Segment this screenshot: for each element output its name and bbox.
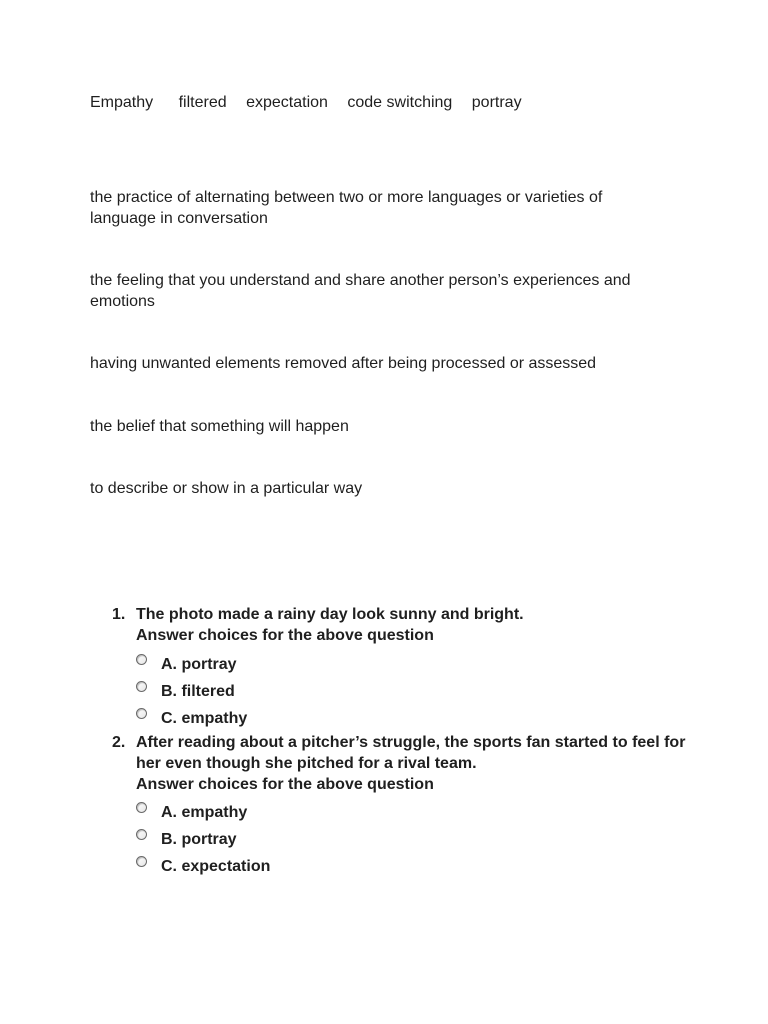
word-bank-item: portray [471, 94, 522, 111]
definition: having unwanted elements removed after being processed or assessed [90, 355, 597, 372]
radio-button-icon[interactable] [136, 856, 147, 867]
answer-option-label: A. empathy [161, 804, 248, 821]
question-subtext: Answer choices for the above question [136, 776, 434, 793]
answer-option-label: C. expectation [161, 858, 271, 875]
question-number: 1. [112, 606, 126, 623]
word-bank-item: code switching [347, 94, 453, 111]
answer-option[interactable] [136, 651, 692, 678]
question-item [112, 732, 692, 880]
question-text: After reading about a pitcher’s struggle, the sports fan started to feel for her even though she pitched for a rival team. [136, 734, 686, 772]
definition: the practice of alternating between two or more languages or varieties of language in conversation [90, 189, 603, 227]
word-bank-item: expectation [246, 94, 328, 111]
definition: the belief that something will happen [90, 418, 349, 435]
answer-option[interactable] [136, 826, 692, 853]
question-item [112, 604, 692, 732]
answer-option[interactable] [136, 799, 692, 826]
answer-option-label: B. portray [161, 831, 237, 848]
answer-options [136, 799, 692, 880]
answer-option-label: A. portray [161, 656, 237, 673]
answer-option-label: C. empathy [161, 710, 248, 727]
answer-option[interactable] [136, 853, 692, 880]
definition: to describe or show in a particular way [90, 480, 363, 497]
question-subtext: Answer choices for the above question [136, 627, 434, 644]
questions-list [112, 604, 692, 880]
word-bank [90, 93, 522, 113]
answer-option[interactable] [136, 705, 692, 732]
word-bank-item: filtered [178, 94, 227, 111]
answer-option[interactable] [136, 678, 692, 705]
word-bank-item: Empathy [90, 94, 154, 111]
answer-option-label: B. filtered [161, 683, 235, 700]
radio-button-icon[interactable] [136, 829, 147, 840]
radio-button-icon[interactable] [136, 708, 147, 719]
radio-button-icon[interactable] [136, 681, 147, 692]
radio-button-icon[interactable] [136, 802, 147, 813]
definition: the feeling that you understand and share another person’s experiences and emotions [90, 272, 631, 310]
answer-options [136, 651, 692, 732]
question-text: The photo made a rainy day look sunny and bright. [136, 606, 524, 623]
question-number: 2. [112, 734, 126, 751]
radio-button-icon[interactable] [136, 654, 147, 665]
